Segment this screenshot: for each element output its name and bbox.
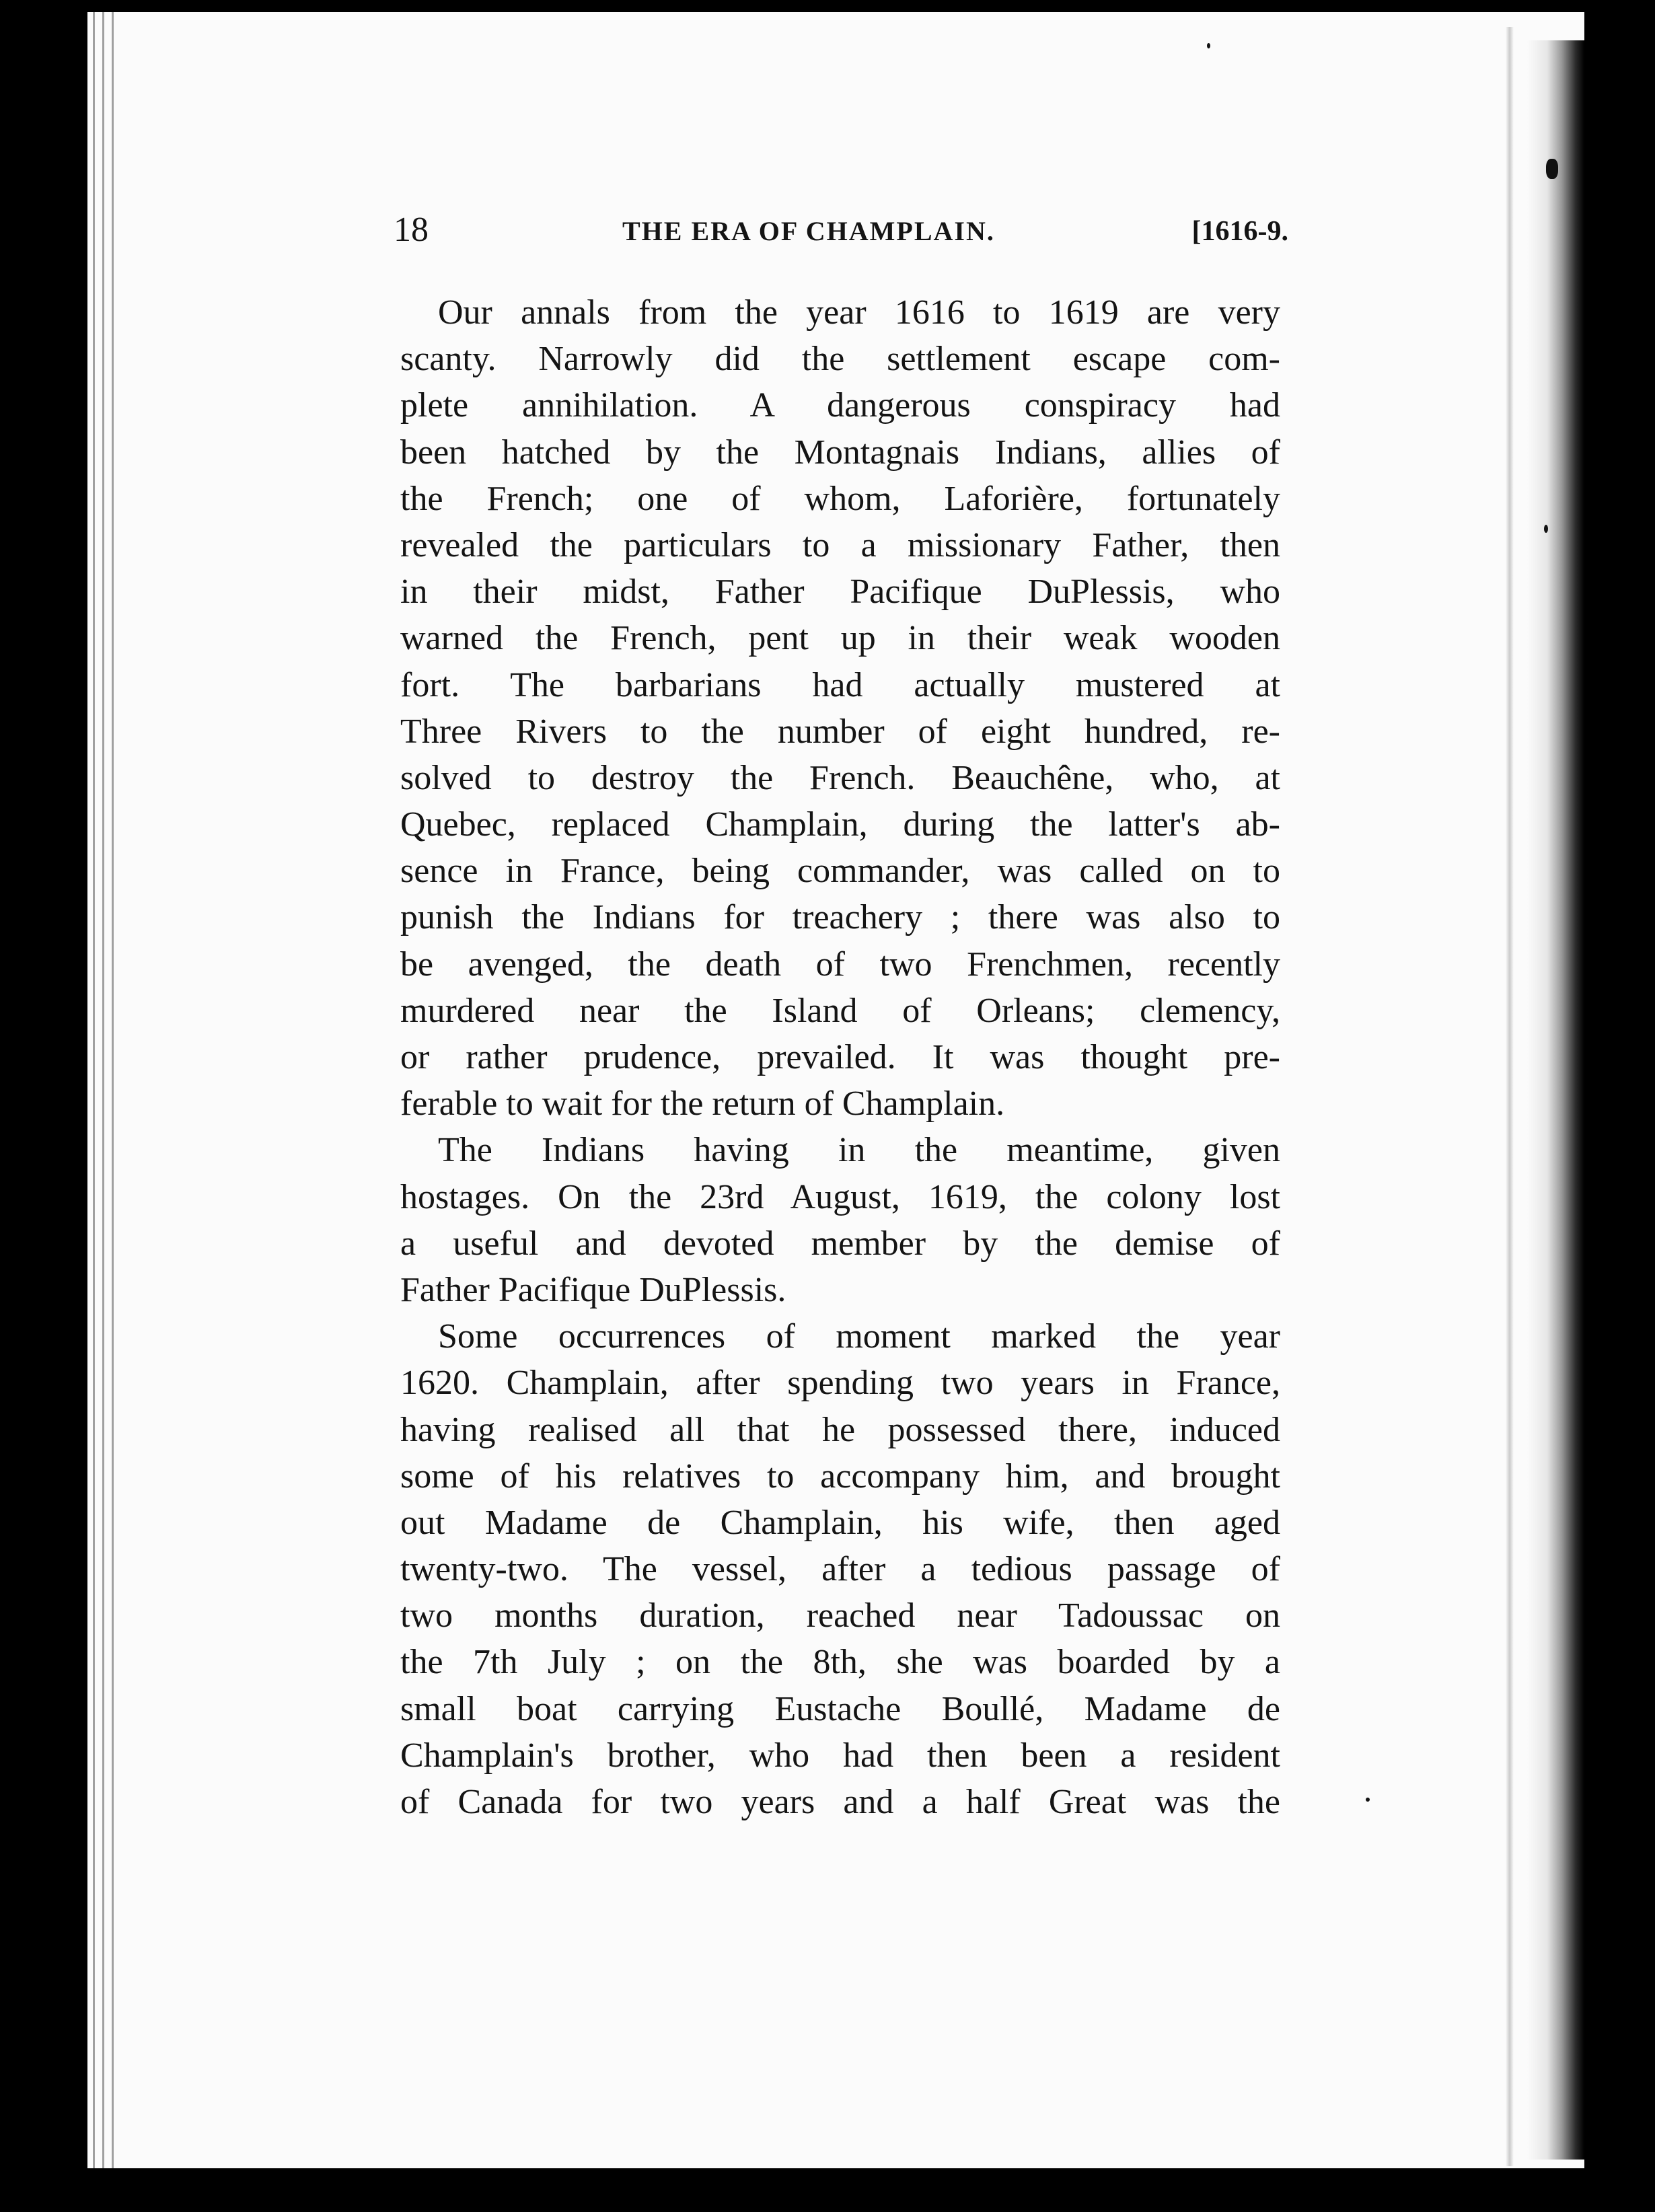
text-line: Our annals from the year 1616 to 1619 are very (438, 293, 1280, 332)
date-range: [1616-9. (1191, 216, 1288, 247)
text-line: 1620. Champlain, after spending two years in France, (400, 1364, 1280, 1403)
text-line: small boat carrying Eustache Boullé, Madame de (400, 1689, 1280, 1728)
text-line: twenty-two. The vessel, after a tedious passage of (400, 1550, 1280, 1589)
text-line: having realised all that he possessed there, induced (400, 1410, 1280, 1449)
text-line: be avenged, the death of two Frenchmen, recently (400, 945, 1280, 984)
text-line: Quebec, replaced Champlain, during the latter's ab- (400, 805, 1280, 844)
page-body-text (400, 289, 1280, 1825)
page-number: 18 (394, 211, 429, 249)
page-gutter-line (112, 12, 114, 2168)
text-line: warned the French, pent up in their weak wooden (400, 619, 1280, 658)
scan-speck-mark (1207, 43, 1210, 48)
text-line: the 7th July ; on the 8th, she was boarded by a (400, 1643, 1280, 1682)
page-header (394, 210, 1288, 250)
text-line: plete annihilation. A dangerous conspiracy had (400, 386, 1280, 425)
text-line: Champlain's brother, who had then been a resident (400, 1736, 1280, 1775)
text-line: murdered near the Island of Orleans; clemency, (400, 991, 1280, 1030)
text-line: some of his relatives to accompany him, and brought (400, 1457, 1280, 1496)
text-line: ferable to wait for the return of Champlain. (400, 1084, 1005, 1123)
text-line: fort. The barbarians had actually mustered at (400, 665, 1280, 704)
text-line: sence in France, being commander, was called on to (400, 852, 1280, 891)
text-line: solved to destroy the French. Beauchêne, who, at (400, 758, 1280, 797)
text-line: been hatched by the Montagnais Indians, allies of (400, 433, 1280, 472)
text-line: the French; one of whom, Laforière, fortunately (400, 479, 1280, 518)
text-line: hostages. On the 23rd August, 1619, the colony lost (400, 1177, 1280, 1216)
page-gutter-line (102, 12, 104, 2168)
page-gutter-line (93, 12, 95, 2168)
text-line: punish the Indians for treachery ; there was also to (400, 898, 1280, 937)
scan-speck-mark (1366, 1798, 1370, 1802)
text-line: out Madame de Champlain, his wife, then aged (400, 1503, 1280, 1542)
text-line: Father Pacifique DuPlessis. (400, 1270, 786, 1309)
text-line: The Indians having in the meantime, given (438, 1131, 1280, 1170)
scan-speck-mark (1546, 159, 1558, 179)
page-edge-shadow (1527, 40, 1584, 2160)
text-line: Three Rivers to the number of eight hundred, re- (400, 712, 1280, 751)
running-title: THE ERA OF CHAMPLAIN. (622, 216, 995, 246)
scan-speck-mark (1544, 525, 1548, 533)
text-line: Some occurrences of moment marked the year (438, 1317, 1280, 1356)
page-fold-shadow (1506, 27, 1514, 2166)
text-line: two months duration, reached near Tadoussac on (400, 1596, 1280, 1635)
text-line: or rather prudence, prevailed. It was thought pre- (400, 1038, 1280, 1076)
text-line: scanty. Narrowly did the settlement escape com- (400, 340, 1280, 379)
text-line: revealed the particulars to a missionary Father, then (400, 525, 1280, 564)
text-line: of Canada for two years and a half Great was the (400, 1783, 1280, 1821)
text-line: in their midst, Father Pacifique DuPlessis, who (400, 573, 1280, 612)
text-line: a useful and devoted member by the demise of (400, 1224, 1280, 1263)
